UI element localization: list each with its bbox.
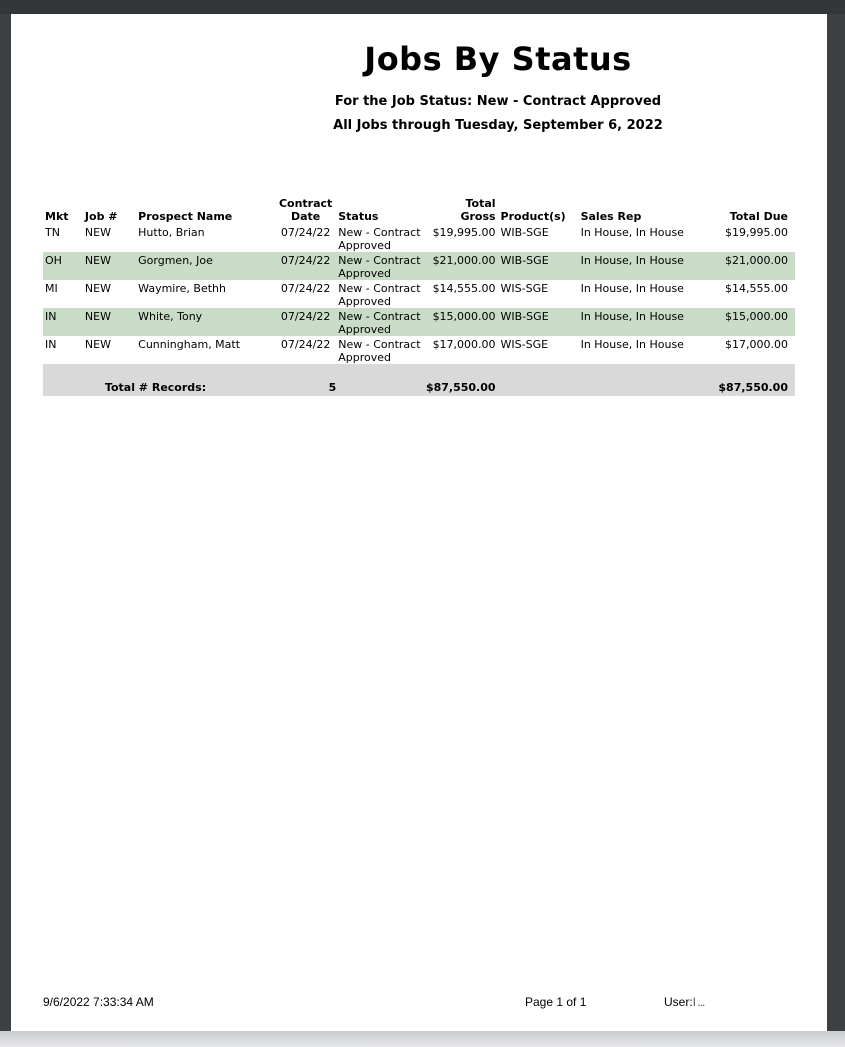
cell-mkt: TN bbox=[45, 226, 60, 239]
header-job: Job # bbox=[84, 210, 118, 223]
cell-job: NEW bbox=[85, 308, 138, 336]
report-title: Jobs By Status bbox=[364, 40, 632, 78]
viewer-bottom-bar bbox=[0, 1031, 845, 1047]
totals-spacer bbox=[581, 364, 719, 396]
totals-count: 5 bbox=[273, 364, 338, 396]
cell-mkt: IN bbox=[43, 308, 85, 336]
header-products: Product(s) bbox=[500, 210, 566, 223]
footer-printed-timestamp: 9/6/2022 7:33:34 AM bbox=[43, 995, 154, 1009]
cell-name: Waymire, Bethh bbox=[138, 282, 226, 295]
cell-total-due: $15,000.00 bbox=[718, 308, 795, 336]
table-row bbox=[43, 280, 795, 308]
header-prospect-name: Prospect Name bbox=[138, 210, 233, 223]
jobs-table bbox=[43, 197, 795, 396]
cell-products: WIS-SGE bbox=[500, 282, 549, 295]
totals-gross: $87,550.00 bbox=[426, 364, 501, 396]
cell-gross: $17,000.00 bbox=[432, 338, 496, 351]
cell-total-due: $21,000.00 bbox=[718, 252, 795, 280]
header-mkt: Mkt bbox=[45, 210, 69, 223]
report-subtitle-range: All Jobs through Tuesday, September 6, 2022 bbox=[333, 118, 663, 133]
report-page bbox=[11, 14, 827, 1031]
cell-sales-rep: In House, In House bbox=[581, 308, 719, 336]
footer-user bbox=[664, 995, 704, 1009]
cell-sales-rep: In House, In House bbox=[581, 252, 719, 280]
cell-products: WIB-SGE bbox=[501, 252, 581, 280]
header-contract-date bbox=[273, 197, 338, 224]
footer-page-number: Page 1 of 1 bbox=[525, 995, 587, 1009]
viewer-toolbar bbox=[0, 0, 845, 14]
cell-products: WIB-SGE bbox=[500, 226, 549, 239]
totals-spacer bbox=[338, 364, 426, 396]
cell-date: 07/24/22 bbox=[273, 252, 338, 280]
totals-row bbox=[43, 364, 795, 396]
header-status: Status bbox=[338, 210, 379, 223]
cell-job: NEW bbox=[84, 338, 111, 351]
cell-name: White, Tony bbox=[138, 308, 273, 336]
cell-date: 07/24/22 bbox=[280, 226, 331, 239]
cell-sales-rep: In House, In House bbox=[580, 226, 684, 239]
cell-products: WIB-SGE bbox=[501, 308, 581, 336]
totals-total-due: $87,550.00 bbox=[718, 364, 795, 396]
cell-gross: $21,000.00 bbox=[426, 252, 501, 280]
cell-mkt: IN bbox=[45, 338, 57, 351]
cell-name: Gorgmen, Joe bbox=[138, 252, 273, 280]
cell-status: New - Contract Approved bbox=[338, 252, 426, 280]
header-total-gross-line1: Total bbox=[465, 197, 496, 210]
cell-date: 07/24/22 bbox=[280, 338, 331, 351]
table-row bbox=[43, 252, 795, 280]
cell-name: Hutto, Brian bbox=[138, 226, 205, 239]
table-row bbox=[43, 224, 795, 252]
table-header-row bbox=[43, 197, 795, 224]
totals-label: Total # Records: bbox=[85, 364, 273, 396]
header-total-gross-line2: Gross bbox=[460, 210, 496, 223]
cell-status: New - Contract Approved bbox=[338, 308, 426, 336]
footer-user-value: I ... bbox=[692, 995, 705, 1009]
cell-gross: $14,555.00 bbox=[432, 282, 496, 295]
cell-sales-rep: In House, In House bbox=[580, 338, 684, 351]
cell-mkt: OH bbox=[43, 252, 85, 280]
table-row bbox=[43, 336, 795, 364]
cell-date: 07/24/22 bbox=[273, 308, 338, 336]
cell-job: NEW bbox=[85, 252, 138, 280]
header-total-due: Total Due bbox=[729, 210, 788, 223]
header-contract-date-line1: Contract bbox=[278, 197, 333, 210]
cell-status: New - Contract Approved bbox=[338, 282, 421, 308]
footer-user-label: User: bbox=[664, 995, 693, 1009]
header-total-gross bbox=[426, 197, 501, 224]
cell-gross: $15,000.00 bbox=[426, 308, 501, 336]
cell-date: 07/24/22 bbox=[280, 282, 331, 295]
cell-status: New - Contract Approved bbox=[338, 226, 421, 252]
cell-job: NEW bbox=[84, 226, 111, 239]
cell-total-due: $19,995.00 bbox=[725, 226, 788, 239]
cell-total-due: $14,555.00 bbox=[725, 282, 788, 295]
cell-sales-rep: In House, In House bbox=[580, 282, 684, 295]
report-subtitle-status: For the Job Status: New - Contract Approved bbox=[334, 94, 662, 109]
cell-total-due: $17,000.00 bbox=[725, 338, 788, 351]
cell-products: WIS-SGE bbox=[500, 338, 549, 351]
cell-name: Cunningham, Matt bbox=[138, 338, 241, 351]
cell-gross: $19,995.00 bbox=[432, 226, 496, 239]
header-sales-rep: Sales Rep bbox=[580, 210, 642, 223]
table-row bbox=[43, 308, 795, 336]
cell-job: NEW bbox=[84, 282, 111, 295]
cell-mkt: MI bbox=[45, 282, 58, 295]
totals-spacer bbox=[501, 364, 581, 396]
header-contract-date-line2: Date bbox=[290, 210, 321, 223]
cell-status: New - Contract Approved bbox=[338, 338, 421, 364]
totals-spacer bbox=[43, 364, 85, 396]
